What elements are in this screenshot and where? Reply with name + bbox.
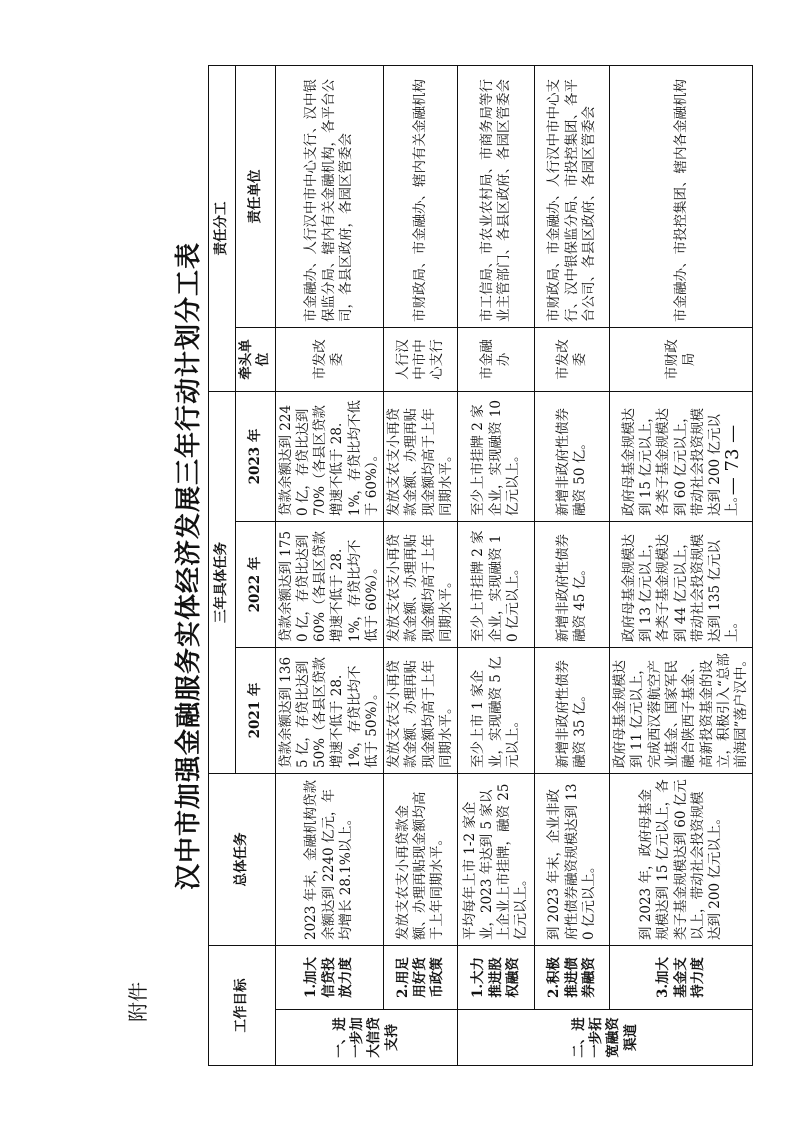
header-2021: 2021 年 [236,648,276,774]
header-2023: 2023 年 [236,391,276,521]
task-2021-cell: 贷款余额达到 1365 亿，存贷比达到 50%（各县区贷款增速不低于 28.1%，存贷比均不低于 50%）。 [275,648,384,774]
task-2022-cell: 新增非政府性债券融资 45 亿。 [535,522,610,648]
lead-unit-cell: 市发改委 [275,327,384,391]
sub-goal: 2.积极推进债券融资 [535,946,610,1010]
table-row [384,65,458,1065]
task-2021-cell: 政府母基金规模达到 11 亿元以上，完成西汉蓉航空产业基金、国家军民融合陕西子基金、高新投资基金的设立，积极引入“总部前海园”落户汉中。 [610,648,753,774]
lead-unit-cell: 市财政局 [610,327,753,391]
header-lead-unit: 牵头单位 [236,327,276,391]
overall-task-cell: 平均每年上市 1-2 家企业，2023 年达到 5 家以上企业上市挂牌，融资 25 亿元以上。 [458,774,535,946]
task-2023-cell: 至少上市挂牌 2 家企业，实现融资 10 亿元以上。 [458,391,535,521]
task-2023-cell: 政府母基金规模达到 15 亿元以上，各类子基金规模达到 60 亿元以上，带动社会投资规模达到 200 亿元以上。 [610,391,753,521]
sub-goal: 2.用足用好货币政策 [384,946,458,1010]
overall-task-cell: 2023 年末，金融机构贷款余额达到 2240 亿元，年均增长 28.1%以上。 [275,774,384,946]
header-responsibility: 责任分工 [209,65,236,391]
overall-task-cell: 到 2023 年末，企业非政府性债券融资规模达到 130 亿元以上。 [535,774,610,946]
document-title: 汉中市加强金融服务实体经济发展三年行动计划分工表 [174,242,204,891]
sub-goal: 1.大力推进股权融资 [458,946,535,1010]
task-2023-cell: 新增非政府性债券融资 50 亿。 [535,391,610,521]
lead-unit-cell: 人行汉中市中心支行 [384,327,458,391]
responsible-units-cell: 市金融办、人行汉中市中心支行、汉中银保监分局、辖内有关金融机构，各平台公司，各县区政府，各园区管委会 [275,65,384,327]
task-2022-cell: 贷款余额达到 1750 亿，存贷比达到 60%（各县区贷款增速不低于 28.1%，存贷比均不低于 60%）。 [275,522,384,648]
responsible-units-cell: 市金融办、市投控集团、辖内各金融机构 [610,65,753,327]
annex-label: 附件 [126,982,150,1022]
header-work-goal: 工作目标 [209,946,276,1066]
header-2022: 2022 年 [236,522,276,648]
responsible-units-cell: 市财政局、市金融办、辖内有关金融机构 [384,65,458,327]
sub-goal: 3.加大基金支持力度 [610,946,753,1010]
task-2023-cell: 贷款余额达到 2240 亿，存贷比达到 70%（各县区贷款增速不低于 28.1%，存贷比均不低于 60%）。 [275,391,384,521]
table-row [275,65,384,1065]
task-2021-cell: 发放支农支小再贷款金额、办理再贴现金额均高于上年同期水平。 [384,648,458,774]
lead-unit-cell: 市发改委 [535,327,610,391]
page-number: — 73 — [722,424,743,496]
task-2022-cell: 发放支农支小再贷款金额、办理再贴现金额均高于上年同期水平。 [384,522,458,648]
header-overall-task: 总体任务 [209,774,276,946]
header-three-year-tasks: 三年具体任务 [209,391,236,773]
goal-group-1: 一、进一步加大信贷支持 [275,1010,458,1066]
table-row [535,65,610,1065]
responsible-units-cell: 市财政局、市金融办、人行汉中市中心支行、汉中银保监分局、市投控集团、各平台公司、各县区政府、各园区管委会 [535,65,610,327]
header-responsible-units: 责任单位 [236,65,276,327]
responsible-units-cell: 市工信局、市农业农村局、市商务局等行业主管部门、各县区政府、各园区管委会 [458,65,535,327]
task-2023-cell: 发放支农支小再贷款金额、办理再贴现金额均高于上年同期水平。 [384,391,458,521]
task-2022-cell: 至少上市挂牌 2 家企业，实现融资 10 亿元以上。 [458,522,535,648]
overall-task-cell: 发放支农支小再贷款金额、办理再贴现金额均高于上年同期水平。 [384,774,458,946]
sub-goal: 1.加大信贷投放力度 [275,946,384,1010]
task-2022-cell: 政府母基金规模达到 13 亿元以上，各类子基金规模达到 44 亿元以上，带动社会投资规模达到 135 亿元以上。 [610,522,753,648]
table-row [458,65,535,1065]
task-2021-cell: 至少上市 1 家企业，实现融资 5 亿元以上。 [458,648,535,774]
goal-group-2: 二、进一步拓宽融资渠道 [458,1010,753,1066]
task-division-table [208,65,753,1066]
header-row-1 [209,65,236,1065]
lead-unit-cell: 市金融办 [458,327,535,391]
table-row [610,65,753,1065]
task-2021-cell: 新增非政府性债券融资 35 亿。 [535,648,610,774]
overall-task-cell: 到 2023 年，政府母基金规模达到 15 亿元以上，各类子基金规模达到 60 亿元以上，带动社会投资规模达到 200 亿元以上。 [610,774,753,946]
